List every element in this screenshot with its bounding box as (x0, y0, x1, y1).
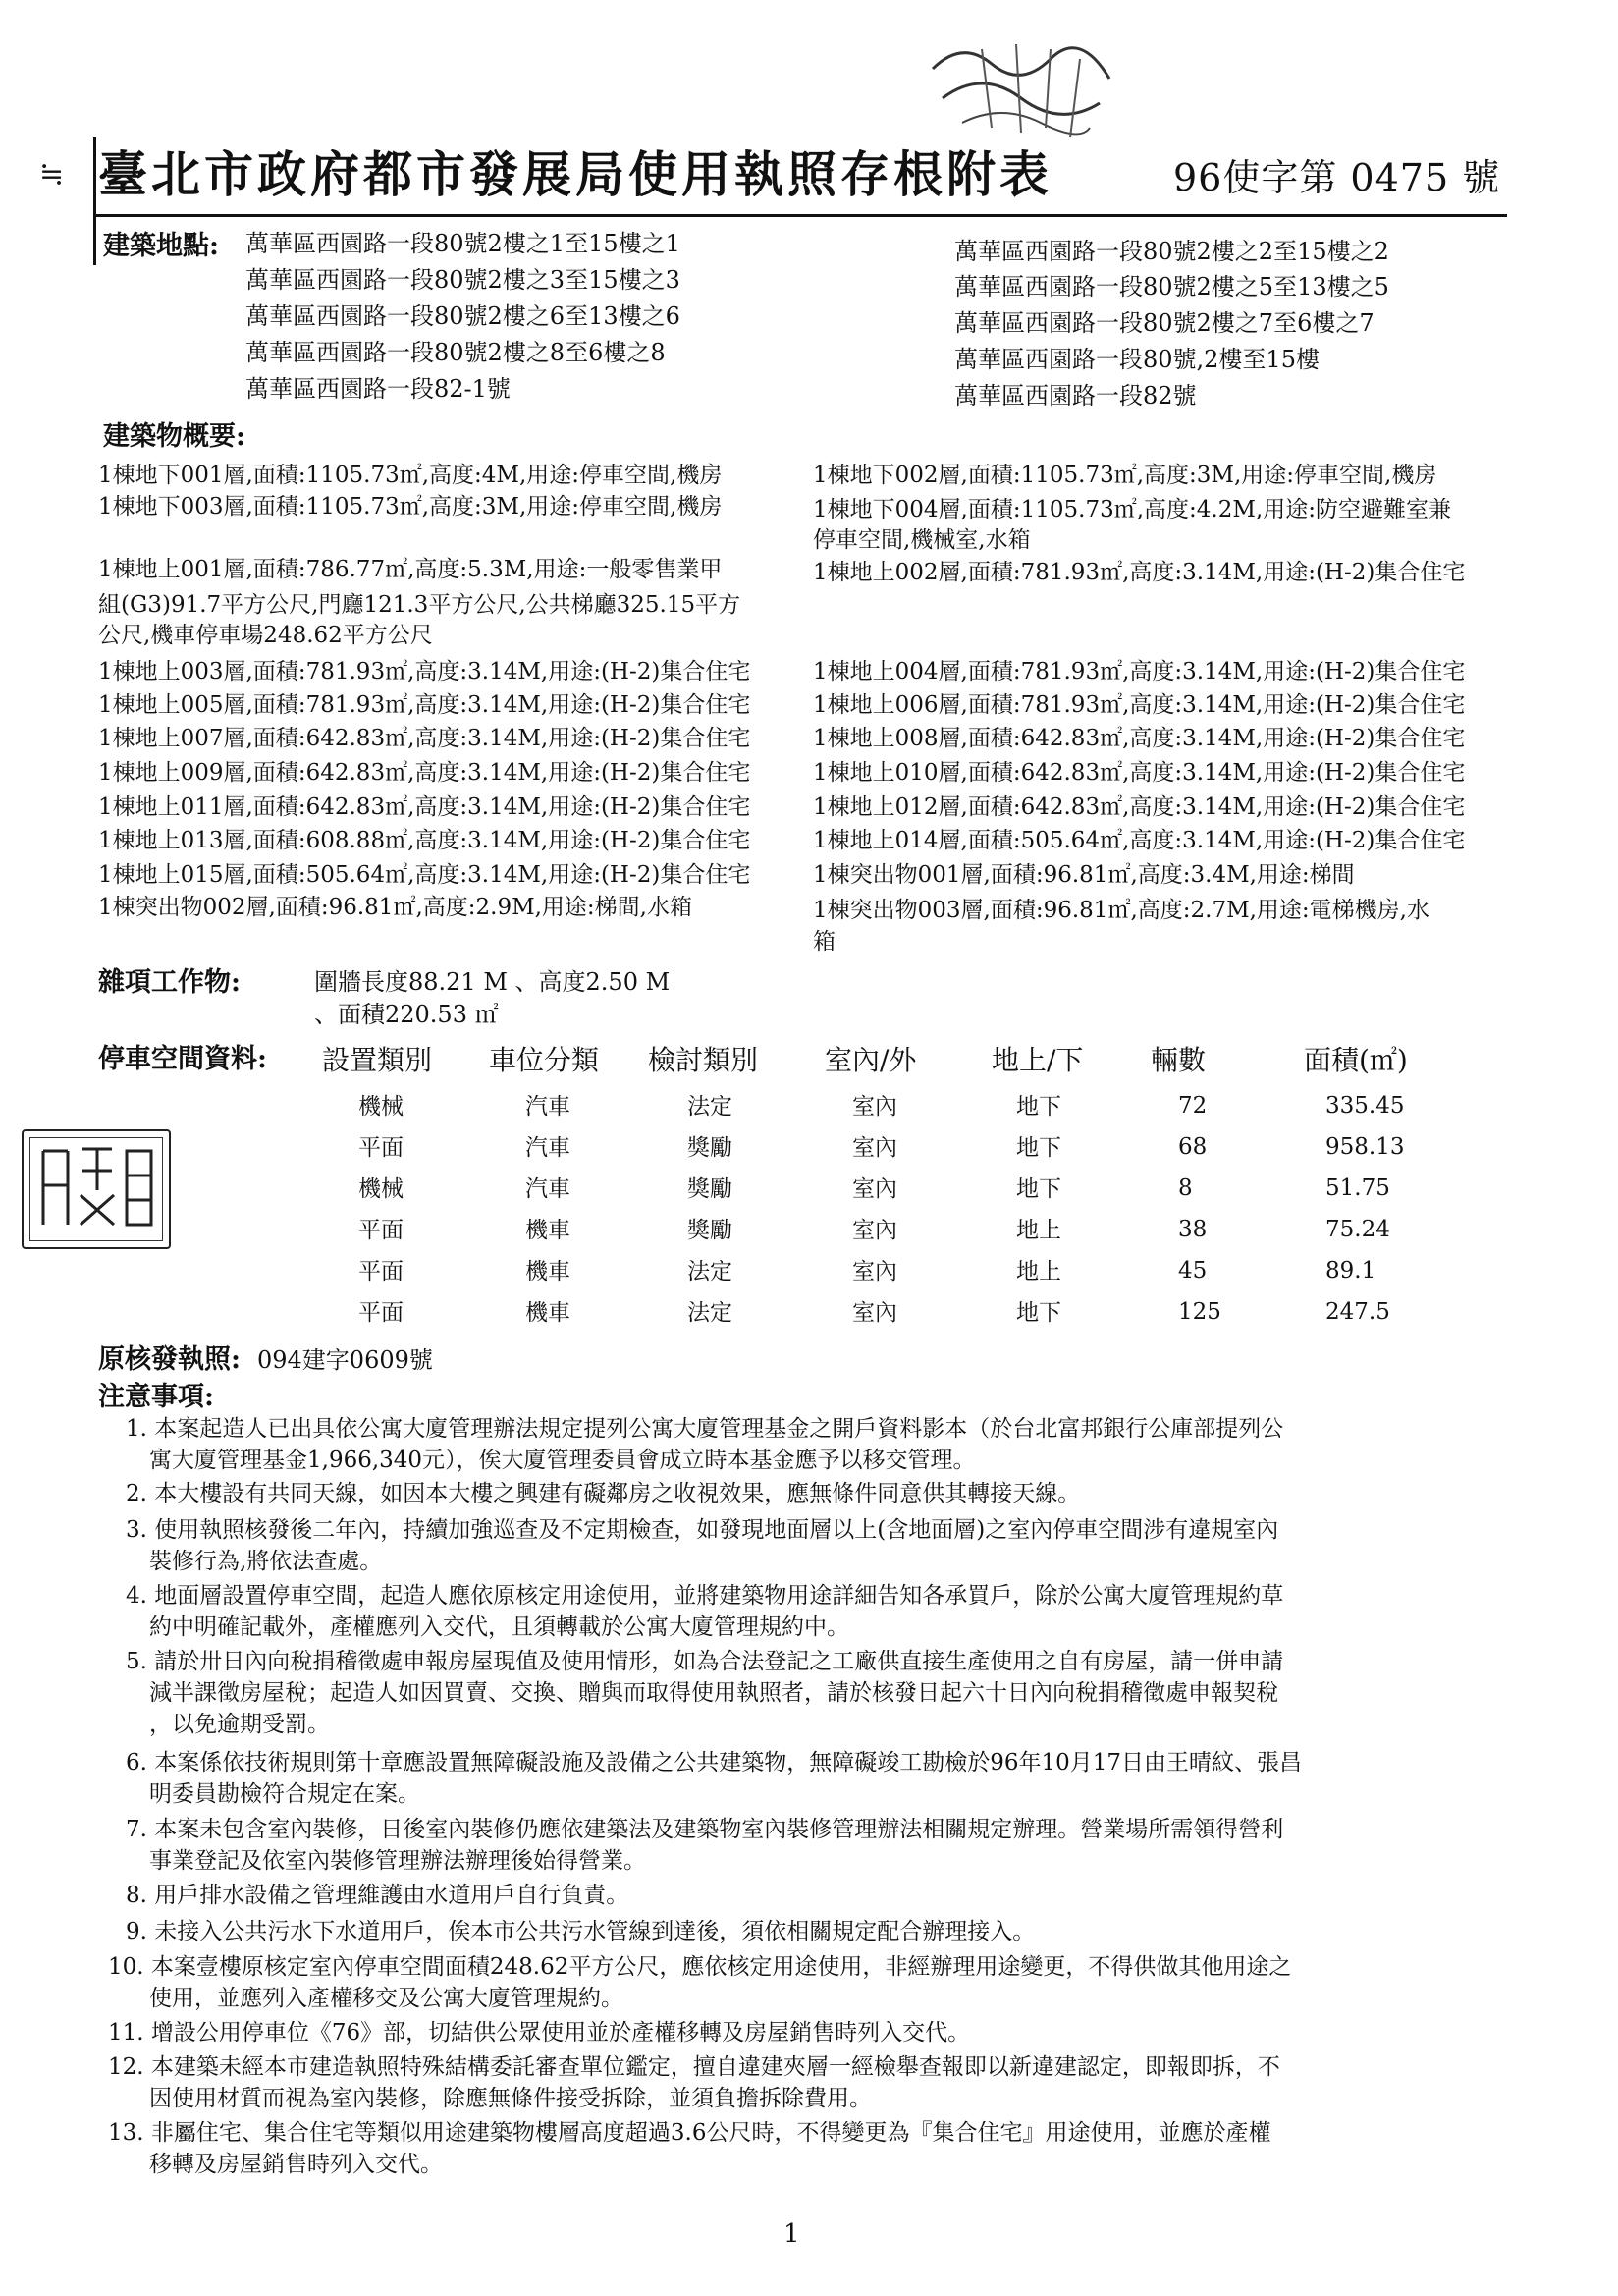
overview-left-7: 1棟地上003層,面積:781.93㎡,高度:3.14M,用途:(H-2)集合住宅 (98, 659, 751, 684)
overview-right-2: 1棟地下004層,面積:1105.73㎡,高度:4.2M,用途:防空避難室兼 (813, 497, 1451, 522)
parking-col-review: 檢討類別 (648, 1044, 759, 1076)
parking-label: 停車空間資料: (98, 1044, 267, 1074)
overview-left-1: 1棟地下001層,面積:1105.73㎡,高度:4M,用途:停車空間,機房 (98, 463, 723, 488)
header-left-rule (93, 137, 96, 265)
table-cell: 平面 (358, 1135, 404, 1161)
note-10-line-1: 10. 本案壹樓原核定室內停車空間面積248.62平方公尺，應依核定用途使用，非經辦理用途變更，不得供做其他用途之 (108, 1954, 1292, 1980)
table-cell: 汽車 (525, 1135, 570, 1161)
table-cell: 法定 (687, 1259, 732, 1285)
table-cell: 室內 (852, 1135, 897, 1161)
table-cell: 地下 (1016, 1300, 1061, 1326)
overview-left-8: 1棟地上005層,面積:781.93㎡,高度:3.14M,用途:(H-2)集合住宅 (98, 692, 751, 718)
overview-right-15: 箱 (813, 929, 836, 955)
table-cell: 機械 (358, 1094, 404, 1120)
note-13-line-2: 移轉及房屋銷售時列入交代。 (149, 2152, 443, 2177)
note-6-line-2: 明委員勘檢符合規定在案。 (149, 1781, 420, 1807)
note-11: 11. 增設公用停車位《76》部，切結供公眾使用並於產權移轉及房屋銷售時列入交代。 (108, 2020, 971, 2046)
overview-left-11: 1棟地上011層,面積:642.83㎡,高度:3.14M,用途:(H-2)集合住宅 (98, 794, 751, 820)
table-cell: 地下 (1016, 1176, 1061, 1202)
note-12-line-2: 因使用材質而視為室內裝修，除應無條件接受拆除，並須負擔拆除費用。 (149, 2086, 872, 2111)
location-left-2: 萬華區西園路一段80號2樓之3至15樓之3 (245, 266, 680, 294)
table-cell: 室內 (852, 1300, 897, 1326)
note-6-line-1: 6. 本案係依技術規則第十章應設置無障礙設施及設備之公共建築物，無障礙竣工勘檢於96年10月17日由王晴紋、張昌 (126, 1750, 1303, 1776)
misc-works-line1: 圍牆長度88.21 M 、高度2.50 M (314, 968, 671, 996)
overview-left-10: 1棟地上009層,面積:642.83㎡,高度:3.14M,用途:(H-2)集合住宅 (98, 760, 751, 786)
misc-works-line2: 、面積220.53 ㎡ (314, 1001, 499, 1028)
original-permit-label: 原核發執照: (98, 1344, 241, 1375)
table-cell: 機械 (358, 1176, 404, 1202)
header-divider (93, 214, 1507, 217)
table-cell: 68 (1178, 1134, 1208, 1160)
table-cell: 地上 (1016, 1259, 1061, 1285)
table-cell: 125 (1178, 1299, 1221, 1325)
table-cell: 地下 (1016, 1094, 1061, 1120)
parking-col-level: 地上/下 (992, 1044, 1084, 1076)
overview-right-14: 1棟突出物003層,面積:96.81㎡,高度:2.7M,用途:電梯機房,水 (813, 898, 1429, 923)
table-cell: 45 (1178, 1258, 1208, 1284)
table-cell: 機車 (525, 1259, 570, 1285)
table-cell: 平面 (358, 1300, 404, 1326)
note-12-line-1: 12. 本建築未經本市建造執照特殊結構委託審查單位鑑定，擅自違建夾層一經檢舉查報即以新違建認定，即報即拆，不 (108, 2054, 1280, 2080)
table-cell: 獎勵 (687, 1218, 732, 1243)
overview-left-5: 組(G3)91.7平方公尺,門廳121.3平方公尺,公共梯廳325.15平方 (98, 592, 741, 618)
table-cell: 平面 (358, 1218, 404, 1243)
table-cell: 地下 (1016, 1135, 1061, 1161)
page-title: 臺北市政府都市發展局使用執照存根附表 (98, 145, 1052, 203)
note-5-line-2: 減半課徵房屋稅；起造人如因買賣、交換、贈與而取得使用執照者，請於核發日起六十日內向稅捐稽徵處申報契稅 (149, 1680, 1278, 1706)
note-10-line-2: 使用，並應列入產權移交及公寓大廈管理規約。 (149, 1986, 623, 2011)
table-cell: 獎勵 (687, 1135, 732, 1161)
overview-left-9: 1棟地上007層,面積:642.83㎡,高度:3.14M,用途:(H-2)集合住宅 (98, 726, 751, 751)
note-3-line-1: 3. 使用執照核發後二年內，持續加強巡查及不定期檢查，如發現地面層以上(含地面層)之室內停車空間涉有違規室內 (126, 1517, 1279, 1543)
table-cell: 室內 (852, 1259, 897, 1285)
note-7-line-2: 事業登記及依室內裝修管理辦法辦理後始得營業。 (149, 1848, 646, 1874)
location-left-1: 萬華區西園路一段80號2樓之1至15樓之1 (245, 230, 680, 257)
parking-col-count: 輛數 (1151, 1044, 1207, 1076)
overview-right-3: 停車空間,機械室,水箱 (813, 527, 1031, 553)
table-cell: 室內 (852, 1218, 897, 1243)
location-left-5: 萬華區西園路一段82-1號 (245, 375, 511, 403)
location-label: 建築地點: (103, 231, 219, 261)
table-cell: 38 (1178, 1217, 1208, 1242)
overview-left-2: 1棟地下003層,面積:1105.73㎡,高度:3M,用途:停車空間,機房 (98, 494, 723, 519)
overview-left-6: 公尺,機車停車場248.62平方公尺 (98, 623, 433, 648)
permit-number: 96使字第 0475 號 (1173, 156, 1501, 199)
table-cell: 法定 (687, 1300, 732, 1326)
note-2: 2. 本大樓設有共同天線，如因本大樓之興建有礙鄰房之收視效果，應無條件同意供其轉接天線。 (126, 1481, 1081, 1506)
location-right-1: 萬華區西園路一段80號2樓之2至15樓之2 (954, 238, 1389, 265)
table-cell: 室內 (852, 1094, 897, 1120)
table-cell: 8 (1178, 1175, 1193, 1201)
table-cell: 958.13 (1325, 1134, 1405, 1160)
note-7-line-1: 7. 本案未包含室內裝修，日後室內裝修仍應依建築法及建築物室內裝修管理辦法相關規定辦理。營業場所需領得營利 (126, 1817, 1284, 1842)
overview-right-10: 1棟地上010層,面積:642.83㎡,高度:3.14M,用途:(H-2)集合住宅 (813, 760, 1466, 786)
note-1-line-1: 1. 本案起造人已出具依公寓大廈管理辦法規定提列公寓大廈管理基金之開戶資料影本（於台北富邦銀行公庫部提列公 (126, 1416, 1284, 1442)
location-left-4: 萬華區西園路一段80號2樓之8至6樓之8 (245, 339, 666, 366)
table-cell: 機車 (525, 1218, 570, 1243)
overview-left-13: 1棟地上015層,面積:505.64㎡,高度:3.14M,用途:(H-2)集合住宅 (98, 862, 751, 888)
table-cell: 地上 (1016, 1218, 1061, 1243)
table-cell: 室內 (852, 1176, 897, 1202)
overview-right-8: 1棟地上006層,面積:781.93㎡,高度:3.14M,用途:(H-2)集合住宅 (813, 692, 1466, 718)
notes-label: 注意事項: (98, 1382, 214, 1412)
overview-right-1: 1棟地下002層,面積:1105.73㎡,高度:3M,用途:停車空間,機房 (813, 463, 1437, 488)
overview-label: 建築物概要: (103, 421, 245, 452)
overview-right-11: 1棟地上012層,面積:642.83㎡,高度:3.14M,用途:(H-2)集合住宅 (813, 794, 1466, 820)
note-13-line-1: 13. 非屬住宅、集合住宅等類似用途建築物樓層高度超過3.6公尺時，不得變更為『集合住宅』用途使用，並應於產權 (108, 2120, 1271, 2146)
handwritten-scribble-icon (923, 29, 1119, 147)
location-right-5: 萬華區西園路一段82號 (954, 382, 1197, 410)
overview-left-14: 1棟突出物002層,面積:96.81㎡,高度:2.9M,用途:梯間,水箱 (98, 895, 692, 920)
parking-col-type: 車位分類 (489, 1044, 600, 1076)
note-4-line-2: 約中明確記載外，產權應列入交代，且須轉載於公寓大廈管理規約中。 (149, 1614, 849, 1640)
table-cell: 51.75 (1325, 1175, 1390, 1201)
note-3-line-2: 裝修行為,將依法查處。 (149, 1549, 383, 1574)
original-permit-value: 094建字0609號 (257, 1346, 433, 1374)
overview-right-9: 1棟地上008層,面積:642.83㎡,高度:3.14M,用途:(H-2)集合住宅 (813, 726, 1466, 751)
parking-col-area: 面積(㎡) (1304, 1044, 1408, 1076)
location-right-4: 萬華區西園路一段80號,2樓至15樓 (954, 346, 1320, 373)
overview-left-12: 1棟地上013層,面積:608.88㎡,高度:3.14M,用途:(H-2)集合住宅 (98, 828, 751, 853)
table-cell: 335.45 (1325, 1093, 1405, 1119)
page-number: 1 (783, 2219, 800, 2249)
parking-col-indoor: 室內/外 (825, 1044, 917, 1076)
table-cell: 獎勵 (687, 1176, 732, 1202)
table-cell: 汽車 (525, 1094, 570, 1120)
table-cell: 89.1 (1325, 1258, 1376, 1284)
table-cell: 法定 (687, 1094, 732, 1120)
parking-col-setup: 設置類別 (322, 1044, 433, 1076)
table-cell: 72 (1178, 1093, 1208, 1119)
overview-right-12: 1棟地上014層,面積:505.64㎡,高度:3.14M,用途:(H-2)集合住宅 (813, 828, 1466, 853)
note-9: 9. 未接入公共污水下水道用戶，俟本市公共污水管線到達後，須依相關規定配合辦理接入。 (126, 1919, 1036, 1944)
overview-right-4: 1棟地上002層,面積:781.93㎡,高度:3.14M,用途:(H-2)集合住宅 (813, 560, 1466, 585)
location-right-2: 萬華區西園路一段80號2樓之5至13樓之5 (954, 273, 1389, 301)
location-right-3: 萬華區西園路一段80號2樓之7至6樓之7 (954, 309, 1375, 337)
note-5-line-3: ，以免逾期受罰。 (149, 1712, 330, 1737)
margin-mark: ≒ (39, 157, 65, 191)
table-cell: 機車 (525, 1300, 570, 1326)
note-5-line-1: 5. 請於卅日內向稅捐稽徵處申報房屋現值及使用情形，如為合法登記之工廠供直接生產使用之自有房屋，請一併申請 (126, 1649, 1284, 1674)
location-left-3: 萬華區西園路一段80號2樓之6至13樓之6 (245, 302, 680, 330)
note-8: 8. 用戶排水設備之管理維護由水道用戶自行負責。 (126, 1883, 629, 1908)
official-seal-stamp-icon (22, 1129, 171, 1249)
table-cell: 75.24 (1325, 1217, 1390, 1242)
overview-right-7: 1棟地上004層,面積:781.93㎡,高度:3.14M,用途:(H-2)集合住宅 (813, 659, 1466, 684)
note-1-line-2: 寓大廈管理基金1,966,340元），俟大廈管理委員會成立時本基金應予以移交管理。 (149, 1448, 976, 1473)
overview-right-13: 1棟突出物001層,面積:96.81㎡,高度:3.4M,用途:梯間 (813, 862, 1355, 888)
note-4-line-1: 4. 地面層設置停車空間，起造人應依原核定用途使用，並將建築物用途詳細告知各承買戶，除於公寓大廈管理規約草 (126, 1583, 1284, 1609)
overview-left-4: 1棟地上001層,面積:786.77㎡,高度:5.3M,用途:一般零售業甲 (98, 557, 723, 582)
misc-works-label: 雜項工作物: (98, 967, 241, 998)
table-cell: 平面 (358, 1259, 404, 1285)
table-cell: 汽車 (525, 1176, 570, 1202)
table-cell: 247.5 (1325, 1299, 1390, 1325)
